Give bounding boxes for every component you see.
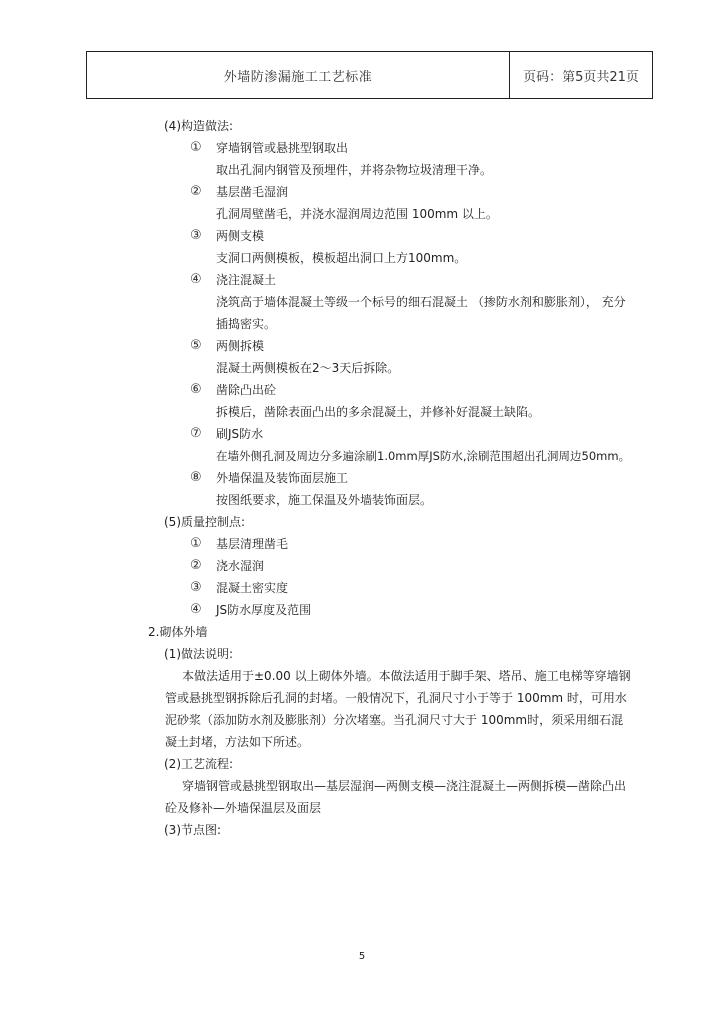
step-marker: ⑤ [190,338,202,353]
process-line: 穿墙钢管或悬挑型钢取出—基层湿润—两侧支模—浇注混凝土—两侧拆模—凿除凸出 [182,779,627,793]
part2-heading: 2.砌体外墙 [148,625,208,639]
step-desc: 按图纸要求，施工保温及外墙装饰面层。 [216,493,433,507]
step-title: 两侧支模 [216,229,265,243]
step-desc: 取出孔洞内钢管及预埋件，并将杂物垃圾清理干净。 [216,163,493,177]
step-title: 两侧拆模 [216,339,265,353]
point-marker: ① [190,536,202,551]
quality-point: 浇水湿润 [216,559,265,573]
document-title: 外墙防渗漏施工工艺标准 [87,52,510,98]
step-desc-continued: 插捣密实。 [216,317,277,331]
point-marker: ③ [190,580,202,595]
paragraph-line: 凝土封堵，方法如下所述。 [165,735,310,749]
section4-heading: (4)构造做法: [164,119,234,133]
point-marker: ④ [190,602,202,617]
step-marker: ④ [190,272,202,287]
step-marker: ⑧ [190,470,202,485]
paragraph-line: 管或悬挑型钢拆除后孔洞的封堵。一般情况下，孔洞尺寸小于等于 100mm 时，可用水 [165,691,627,705]
step-title: 穿墙钢管或悬挑型钢取出 [216,141,349,155]
quality-point: JS防水厚度及范围 [216,603,312,617]
sub1-heading: (1)做法说明: [164,647,234,661]
step-desc: 在墙外侧孔洞及周边分多遍涂刷1.0mm厚JS防水,涂刷范围超出孔洞周边50mm。 [216,449,631,463]
step-desc: 混凝土两侧模板在2～3天后拆除。 [216,361,400,375]
step-title: 外墙保温及装饰面层施工 [216,471,349,485]
quality-point: 基层清理凿毛 [216,537,289,551]
section5-heading: (5)质量控制点: [164,515,246,529]
page-info: 页码：第5页共21页 [523,69,639,85]
step-title: 基层凿毛湿润 [216,185,289,199]
step-desc: 拆模后，凿除表面凸出的多余混凝土，并修补好混凝土缺陷。 [216,405,541,419]
step-title: 浇注混凝土 [216,273,277,287]
sub3-heading: (3)节点图: [164,823,222,837]
step-desc: 浇筑高于墙体混凝土等级一个标号的细石混凝土 （掺防水剂和膨胀剂）， 充分 [216,295,626,309]
step-desc: 孔洞周壁凿毛，并浇水湿润周边范围 100mm 以上。 [216,207,498,221]
step-marker: ③ [190,228,202,243]
paragraph-line: 本做法适用于±0.00 以上砌体外墙。本做法适用于脚手架、塔吊、施工电梯等穿墙钢 [182,669,631,683]
step-marker: ⑥ [190,382,202,397]
sub2-heading: (2)工艺流程: [164,757,234,771]
page-number: 5 [358,951,366,962]
step-marker: ② [190,184,202,199]
step-desc: 支洞口两侧模板，模板超出洞口上方100mm。 [216,251,467,265]
paragraph-line: 泥砂浆（添加防水剂及膨胀剂）分次堵塞。当孔洞尺寸大于 100mm时，须采用细石混 [165,713,624,727]
step-title: 刷JS防水 [216,427,264,441]
process-line: 砼及修补—外墙保温层及面层 [165,801,322,815]
point-marker: ② [190,558,202,573]
step-marker: ⑦ [190,426,202,441]
step-marker: ① [190,140,202,155]
step-title: 凿除凸出砼 [216,383,277,397]
header-table [86,51,653,99]
quality-point: 混凝土密实度 [216,581,289,595]
